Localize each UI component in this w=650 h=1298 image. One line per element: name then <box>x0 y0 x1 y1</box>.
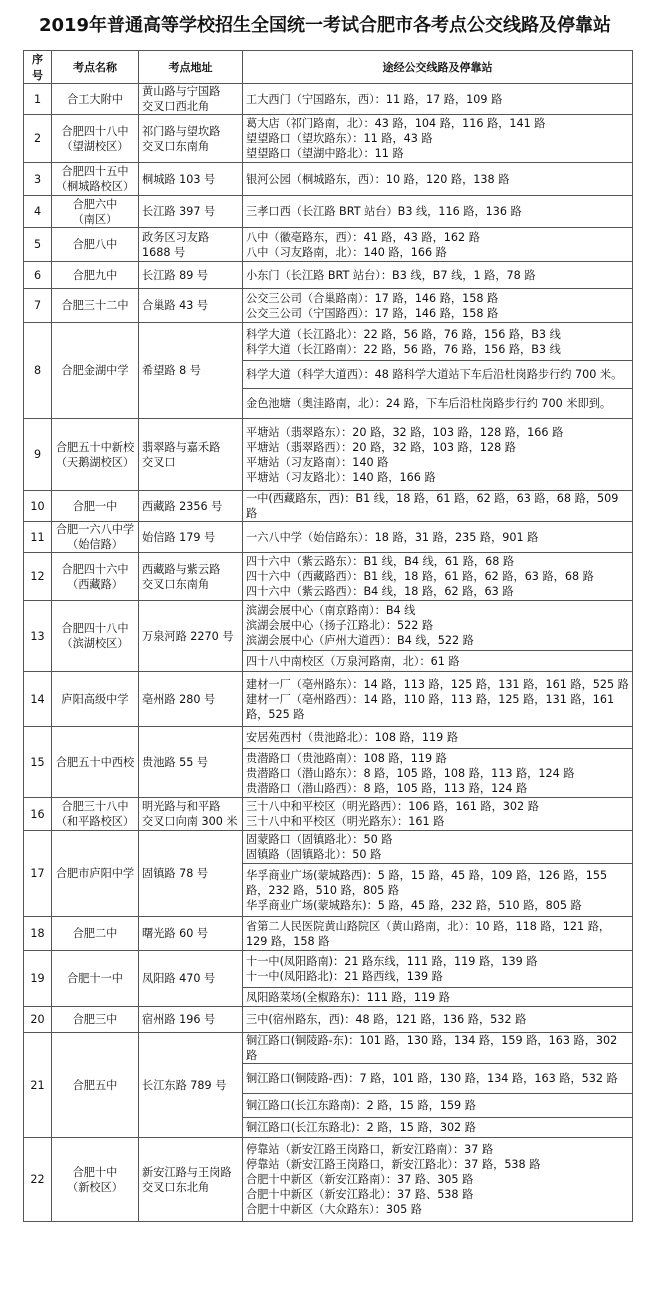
bus-route-cell: 停靠站（新安江路王岗路口，新安江路南）：37 路 停靠站（新安江路王岗路口，新安江路北）：37 路，538 路 合肥十中新区（新安江路南）：37 路、305 路 合肥十中新区（新安江路北）：37 路、538 路 合肥十中新区（大众路东）：305 路 <box>243 1138 633 1222</box>
table-row <box>24 228 633 262</box>
exam-site-name: 合肥三十八中 （和平路校区） <box>52 798 139 831</box>
bus-route-cell: 三孝口西（长江路 BRT 站台）B3 线，116 路，136 路 <box>243 196 633 228</box>
exam-site-name: 合肥八中 <box>52 228 139 262</box>
seq-cell: 18 <box>24 917 52 951</box>
exam-site-name: 合肥五十中西校 <box>52 727 139 798</box>
table-row <box>24 951 633 988</box>
exam-site-name: 合肥一六八中学 （始信路） <box>52 522 139 553</box>
exam-site-address: 政务区习友路 1688 号 <box>139 228 243 262</box>
seq-cell: 21 <box>24 1033 52 1138</box>
bus-route-cell: 四十六中（紫云路东）：B1 线，B4 线，61 路，68 路 四十六中（西藏路西）：B1 线，18 路，61 路，62 路，63 路，68 路 四十六中（紫云路西）：B4 线，18 路，62 路，63 路 <box>243 553 633 601</box>
seq-cell: 5 <box>24 228 52 262</box>
bus-route-cell: 三十八中和平校区（明光路西）：106 路，161 路，302 路 三十八中和平校区（明光路东）：161 路 <box>243 798 633 831</box>
table-body <box>24 84 633 1222</box>
header-name: 考点名称 <box>52 51 139 84</box>
exam-site-address: 凤阳路 470 号 <box>139 951 243 1007</box>
bus-route-cell: 银河公园（桐城路东，西）：10 路，120 路，138 路 <box>243 163 633 196</box>
bus-route-cell: 铜江路口(铜陵路-西)：7 路，101 路，130 路，134 路，163 路，532 路 <box>243 1064 633 1094</box>
exam-site-name: 合肥九中 <box>52 262 139 289</box>
exam-site-address: 桐城路 103 号 <box>139 163 243 196</box>
seq-cell: 8 <box>24 323 52 419</box>
table-row <box>24 196 633 228</box>
exam-site-name: 合肥十一中 <box>52 951 139 1007</box>
table-row <box>24 491 633 522</box>
exam-site-name: 合肥二中 <box>52 917 139 951</box>
bus-route-cell: 滨湖会展中心（南京路南）：B4 线 滨湖会展中心（扬子江路北）：522 路 滨湖会展中心（庐州大道西）：B4 线，522 路 <box>243 601 633 651</box>
exam-site-address: 曙光路 60 号 <box>139 917 243 951</box>
bus-route-cell: 华孚商业广场(蒙城路西)：5 路，15 路，45 路，109 路，126 路，155 路，232 路，510 路，805 路 华孚商业广场(蒙城路东)：5 路，45 路，232 路，510 路，805 路 <box>243 864 633 917</box>
table-row <box>24 289 633 323</box>
exam-site-address: 希望路 8 号 <box>139 323 243 419</box>
exam-site-address: 贵池路 55 号 <box>139 727 243 798</box>
exam-site-address: 万泉河路 2270 号 <box>139 601 243 672</box>
seq-cell: 4 <box>24 196 52 228</box>
seq-cell: 22 <box>24 1138 52 1222</box>
exam-site-name: 庐阳高级中学 <box>52 672 139 727</box>
exam-site-address: 固镇路 78 号 <box>139 831 243 917</box>
header-seq: 序号 <box>24 51 52 84</box>
table-row <box>24 917 633 951</box>
bus-route-cell: 铜江路口(铜陵路-东)：101 路，130 路，134 路，159 路，163 路，302 路 <box>243 1033 633 1064</box>
bus-route-cell: 建材一厂（亳州路东）：14 路，113 路，125 路，131 路，161 路，525 路 建材一厂（亳州路西）：14 路，110 路，113 路，125 路，131 路，161 路，525 路 <box>243 672 633 727</box>
exam-site-name: 合肥金湖中学 <box>52 323 139 419</box>
bus-route-cell: 十一中(凤阳路南)：21 路东线，111 路，119 路，139 路 十一中(凤阳路北)：21 路西线，139 路 <box>243 951 633 988</box>
bus-route-cell: 三中(宿州路东，西)：48 路，121 路，136 路，532 路 <box>243 1007 633 1033</box>
exam-site-name: 合肥四十八中 （望湖校区） <box>52 115 139 163</box>
bus-route-cell: 省第二人民医院黄山路院区（黄山路南，北）：10 路，118 路，121 路，129 路，158 路 <box>243 917 633 951</box>
table-row <box>24 115 633 163</box>
document-title: 2019年普通高等学校招生全国统一考试合肥市各考点公交线路及停靠站 <box>38 15 612 36</box>
header-routes: 途经公交线路及停靠站 <box>243 51 633 84</box>
seq-cell: 16 <box>24 798 52 831</box>
bus-route-cell: 铜江路口(长江东路南)：2 路，15 路，159 路 <box>243 1094 633 1118</box>
table-row <box>24 163 633 196</box>
exam-site-address: 祁门路与望坎路 交叉口东南角 <box>139 115 243 163</box>
exam-site-name: 合肥市庐阳中学 <box>52 831 139 917</box>
seq-cell: 3 <box>24 163 52 196</box>
exam-site-address: 西藏路与紫云路 交叉口东南角 <box>139 553 243 601</box>
exam-site-name: 合肥六中 （南区） <box>52 196 139 228</box>
bus-route-cell: 凤阳路菜场(全椒路东)：111 路，119 路 <box>243 988 633 1007</box>
exam-site-address: 翡翠路与嘉禾路 交叉口 <box>139 419 243 491</box>
bus-route-cell: 安居苑西村（贵池路北）：108 路，119 路 <box>243 727 633 749</box>
bus-route-cell: 科学大道（长江路北）：22 路，56 路，76 路，156 路，B3 线 科学大道（长江路南）：22 路，56 路，76 路，156 路，B3 线 <box>243 323 633 361</box>
seq-cell: 12 <box>24 553 52 601</box>
exam-site-address: 亳州路 280 号 <box>139 672 243 727</box>
seq-cell: 6 <box>24 262 52 289</box>
exam-site-address: 宿州路 196 号 <box>139 1007 243 1033</box>
table-header-row <box>24 51 633 84</box>
exam-site-address: 西藏路 2356 号 <box>139 491 243 522</box>
bus-route-cell: 四十八中南校区（万泉河路南，北）：61 路 <box>243 651 633 672</box>
table-row <box>24 262 633 289</box>
exam-site-name: 合工大附中 <box>52 84 139 115</box>
exam-site-address: 明光路与和平路 交叉口向南 300 米 <box>139 798 243 831</box>
seq-cell: 2 <box>24 115 52 163</box>
bus-routes-table <box>23 50 633 1222</box>
exam-site-name: 合肥三中 <box>52 1007 139 1033</box>
exam-site-name: 合肥一中 <box>52 491 139 522</box>
table-row <box>24 672 633 727</box>
seq-cell: 1 <box>24 84 52 115</box>
header-address: 考点地址 <box>139 51 243 84</box>
exam-site-address: 黄山路与宁国路 交叉口西北角 <box>139 84 243 115</box>
bus-route-cell: 小东门（长江路 BRT 站台）：B3 线，B7 线，1 路，78 路 <box>243 262 633 289</box>
bus-route-cell: 公交三公司（合巢路南）：17 路，146 路，158 路 公交三公司（宁国路西）：17 路，146 路，158 路 <box>243 289 633 323</box>
table-row <box>24 419 633 491</box>
seq-cell: 9 <box>24 419 52 491</box>
bus-route-cell: 一六八中学（始信路东）：18 路，31 路，235 路，901 路 <box>243 522 633 553</box>
exam-site-name: 合肥四十六中 （西藏路） <box>52 553 139 601</box>
seq-cell: 17 <box>24 831 52 917</box>
exam-site-address: 长江东路 789 号 <box>139 1033 243 1138</box>
bus-route-cell: 八中（徽亳路东，西）：41 路，43 路，162 路 八中（习友路南，北）：140 路，166 路 <box>243 228 633 262</box>
seq-cell: 19 <box>24 951 52 1007</box>
table-row <box>24 1033 633 1064</box>
bus-route-cell: 铜江路口(长江东路北)：2 路，15 路，302 路 <box>243 1118 633 1138</box>
exam-site-name: 合肥三十二中 <box>52 289 139 323</box>
bus-route-cell: 工大西门（宁国路东，西）：11 路，17 路，109 路 <box>243 84 633 115</box>
exam-site-address: 始信路 179 号 <box>139 522 243 553</box>
exam-site-name: 合肥五中 <box>52 1033 139 1138</box>
seq-cell: 13 <box>24 601 52 672</box>
seq-cell: 10 <box>24 491 52 522</box>
table-row <box>24 553 633 601</box>
bus-route-cell: 固蒙路口（固镇路北）：50 路 固镇路（固镇路北）：50 路 <box>243 831 633 864</box>
bus-route-cell: 科学大道（科学大道西）：48 路科学大道站下车后沿杜岗路步行约 700 米。 <box>243 361 633 389</box>
bus-route-cell: 葛大店（祁门路南，北）：43 路，104 路，116 路，141 路 望望路口（望坎路东）：11 路，43 路 望望路口（望湖中路北）：11 路 <box>243 115 633 163</box>
bus-route-cell: 金色池塘（奥洼路南，北）：24 路，下车后沿杜岗路步行约 700 米即到。 <box>243 389 633 419</box>
exam-site-address: 长江路 397 号 <box>139 196 243 228</box>
seq-cell: 20 <box>24 1007 52 1033</box>
table-row <box>24 798 633 831</box>
exam-site-name: 合肥四十八中 （滨湖校区） <box>52 601 139 672</box>
table-row <box>24 831 633 864</box>
seq-cell: 14 <box>24 672 52 727</box>
table-row <box>24 323 633 361</box>
table-row <box>24 522 633 553</box>
bus-route-cell: 一中(西藏路东，西)：B1 线，18 路，61 路，62 路，63 路，68 路，509 路 <box>243 491 633 522</box>
bus-route-cell: 贵潜路口（贵池路南）：108 路，119 路 贵潜路口（潜山路东）：8 路，105 路，108 路，113 路，124 路 贵潜路口（潜山路西）：8 路，105 路，113 路，124 路 <box>243 749 633 798</box>
bus-route-cell: 平塘站（翡翠路东）：20 路，32 路，103 路，128 路，166 路 平塘站（翡翠路西）：20 路，32 路，103 路，128 路 平塘站（习友路南）：140 路 平塘站（习友路北）：140 路，166 路 <box>243 419 633 491</box>
table-row <box>24 1007 633 1033</box>
table-row <box>24 84 633 115</box>
exam-site-name: 合肥五十中新校 （天鹅湖校区） <box>52 419 139 491</box>
table-row <box>24 1138 633 1222</box>
exam-site-address: 新安江路与王岗路 交叉口东北角 <box>139 1138 243 1222</box>
seq-cell: 7 <box>24 289 52 323</box>
exam-site-address: 长江路 89 号 <box>139 262 243 289</box>
seq-cell: 11 <box>24 522 52 553</box>
seq-cell: 15 <box>24 727 52 798</box>
exam-site-name: 合肥十中 （新校区） <box>52 1138 139 1222</box>
exam-site-address: 合巢路 43 号 <box>139 289 243 323</box>
exam-site-name: 合肥四十五中 （桐城路校区） <box>52 163 139 196</box>
table-row <box>24 727 633 749</box>
table-row <box>24 601 633 651</box>
